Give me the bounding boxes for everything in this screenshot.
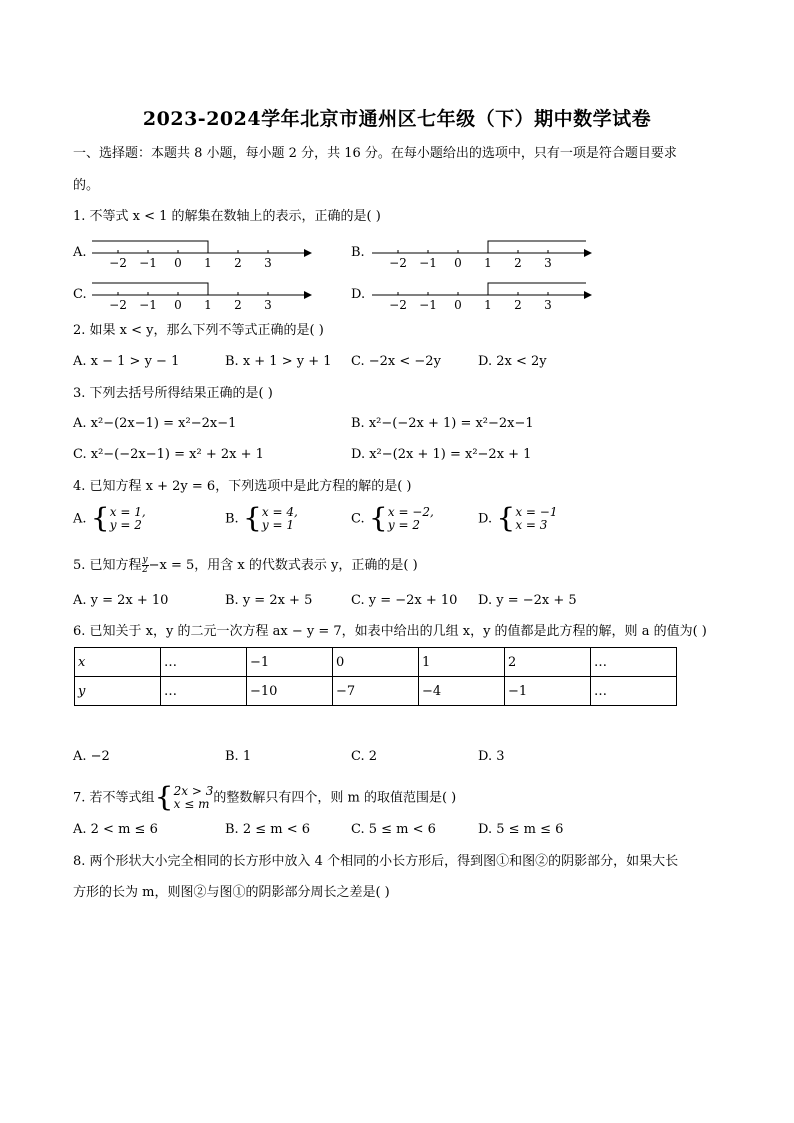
- q3-option-b: B. x²−(−2x + 1) = x²−2x−1: [351, 416, 534, 431]
- q1-option-c-numberline: [88, 278, 313, 314]
- q4-option-b: [225, 504, 298, 534]
- table-row: [75, 648, 677, 677]
- option-label: A.: [73, 511, 87, 527]
- equation-system: [496, 504, 557, 534]
- tick-label: 2: [514, 256, 522, 270]
- q2-option-b: B. x + 1 > y + 1: [225, 354, 332, 369]
- q1-option-d-label: D.: [351, 287, 366, 302]
- tick-label: 2: [234, 298, 242, 312]
- q4-stem: 4. 已知方程 x + 2y = 6，下列选项中是此方程的解的是( ): [73, 479, 412, 494]
- tick-label: 0: [174, 256, 182, 270]
- fraction-numerator: y: [142, 555, 148, 565]
- table-row: [75, 677, 677, 706]
- q3-option-d: D. x²−(2x + 1) = x²−2x + 1: [351, 447, 532, 462]
- q7-option-c: C. 5 ≤ m < 6: [351, 822, 436, 837]
- q7-option-b: B. 2 ≤ m < 6: [225, 822, 311, 837]
- system-row: x ≤ m: [173, 797, 210, 811]
- solution-region: [92, 241, 208, 253]
- fraction: [142, 556, 149, 575]
- table-cell: 2: [505, 648, 591, 677]
- axis-arrow: [584, 249, 592, 257]
- brace-icon: {: [496, 502, 516, 535]
- q5-stem-pre: 5. 已知方程: [73, 558, 142, 573]
- system-row: x = −2,: [387, 505, 434, 519]
- tick-label: 3: [264, 298, 272, 312]
- equation-system: [91, 504, 146, 534]
- tick-label: −1: [419, 298, 437, 312]
- q6-option-b: B. 1: [225, 749, 252, 764]
- section-instructions-line2: 的。: [73, 178, 100, 193]
- tick-label: 2: [234, 256, 242, 270]
- table-cell: …: [161, 677, 247, 706]
- tick-label: −1: [139, 298, 157, 312]
- q1-stem: 1. 不等式 x < 1 的解集在数轴上的表示，正确的是( ): [73, 209, 381, 224]
- brace-icon: {: [368, 502, 388, 535]
- tick-label: 1: [484, 298, 492, 312]
- tick-label: 0: [454, 298, 462, 312]
- q4-option-c: [351, 504, 434, 534]
- tick-label: 3: [264, 256, 272, 270]
- q2-option-d: D. 2x < 2y: [478, 354, 547, 369]
- axis-arrow: [584, 291, 592, 299]
- table-cell: −7: [333, 677, 419, 706]
- tick-label: −2: [389, 256, 407, 270]
- q2-option-c: C. −2x < −2y: [351, 354, 441, 369]
- q6-option-c: C. 2: [351, 749, 378, 764]
- q4-option-d: [478, 504, 557, 534]
- tick-label: −2: [109, 298, 127, 312]
- q1-option-b-numberline: [368, 236, 593, 272]
- tick-label: 3: [544, 256, 552, 270]
- tick-label: 2: [514, 298, 522, 312]
- table-cell: x: [75, 648, 161, 677]
- section-instructions-line1: 一、选择题：本题共 8 小题，每小题 2 分，共 16 分。在每小题给出的选项中，只有一项是符合题目要求: [73, 146, 677, 161]
- q1-option-a-numberline: [88, 236, 313, 272]
- q1-option-c-label: C.: [73, 287, 87, 302]
- axis-arrow: [304, 291, 312, 299]
- system-row: y = 2: [387, 518, 420, 532]
- q7-option-a: A. 2 < m ≤ 6: [73, 822, 158, 837]
- q4-option-a: [73, 504, 146, 534]
- table-cell: y: [75, 677, 161, 706]
- equation-system: [243, 504, 298, 534]
- q5-option-c: C. y = −2x + 10: [351, 593, 458, 608]
- table-cell: −1: [247, 648, 333, 677]
- q2-stem: 2. 如果 x < y，那么下列不等式正确的是( ): [73, 323, 324, 338]
- tick-label: −2: [389, 298, 407, 312]
- solution-region: [488, 241, 586, 253]
- q6-option-a: A. −2: [73, 749, 110, 764]
- q6-stem: 6. 已知关于 x，y 的二元一次方程 ax − y = 7，如表中给出的几组 x，y 的值都是此方程的解，则 a 的值为( ): [73, 624, 707, 639]
- tick-label: 1: [204, 298, 212, 312]
- option-label: B.: [225, 511, 239, 527]
- page-title: 2023-2024学年北京市通州区七年级（下）期中数学试卷: [142, 108, 652, 130]
- table-cell: …: [161, 648, 247, 677]
- system-row: y = 1: [261, 518, 295, 532]
- solution-region: [488, 283, 586, 295]
- q7-stem-pre: 7. 若不等式组: [73, 790, 155, 806]
- option-label: C.: [351, 511, 365, 527]
- tick-label: 1: [484, 256, 492, 270]
- tick-label: −2: [109, 256, 127, 270]
- q1-option-a-label: A.: [73, 245, 87, 260]
- system-row: x = 4,: [261, 505, 298, 519]
- brace-icon: {: [242, 502, 262, 535]
- tick-label: 0: [454, 256, 462, 270]
- option-label: D.: [478, 511, 493, 527]
- q5-option-a: A. y = 2x + 10: [73, 593, 169, 608]
- tick-label: 1: [204, 256, 212, 270]
- q5-option-d: D. y = −2x + 5: [478, 593, 577, 608]
- system-row: x = 3: [515, 518, 548, 532]
- system-row: y = 2: [109, 518, 142, 532]
- system-row: 2x > 3: [173, 784, 214, 798]
- q5-stem: [73, 556, 418, 575]
- q7-option-d: D. 5 ≤ m ≤ 6: [478, 822, 564, 837]
- table-cell: 0: [333, 648, 419, 677]
- brace-icon: {: [154, 781, 174, 814]
- q7-stem: [73, 783, 456, 813]
- table-cell: …: [591, 677, 677, 706]
- tick-label: 0: [174, 298, 182, 312]
- fraction-denominator: 2: [142, 565, 148, 575]
- q1-option-b-label: B.: [351, 245, 365, 260]
- q1-option-d-numberline: [368, 278, 593, 314]
- q8-stem-line1: 8. 两个形状大小完全相同的长方形中放入 4 个相同的小长方形后，得到图①和图②的阴影部分，如果大长: [73, 854, 679, 869]
- axis-arrow: [304, 249, 312, 257]
- tick-label: 3: [544, 298, 552, 312]
- tick-label: −1: [139, 256, 157, 270]
- q3-stem: 3. 下列去括号所得结果正确的是( ): [73, 386, 273, 401]
- q5-option-b: B. y = 2x + 5: [225, 593, 313, 608]
- table-cell: 1: [419, 648, 505, 677]
- system-row: x = −1: [515, 505, 558, 519]
- brace-icon: {: [90, 502, 110, 535]
- q3-option-c: C. x²−(−2x−1) = x² + 2x + 1: [73, 447, 264, 462]
- table-cell: …: [591, 648, 677, 677]
- system-row: x = 1,: [109, 505, 146, 519]
- table-cell: −4: [419, 677, 505, 706]
- inequality-system: [155, 783, 214, 813]
- q6-value-table: [74, 647, 677, 706]
- q8-stem-line2: 方形的长为 m，则图②与图①的阴影部分周长之差是( ): [73, 885, 390, 900]
- q7-stem-post: 的整数解只有四个，则 m 的取值范围是( ): [213, 790, 457, 806]
- table-cell: −1: [505, 677, 591, 706]
- solution-region: [92, 283, 208, 295]
- table-cell: −10: [247, 677, 333, 706]
- q6-option-d: D. 3: [478, 749, 505, 764]
- q5-stem-post: −x = 5，用含 x 的代数式表示 y，正确的是( ): [148, 558, 418, 573]
- q2-option-a: A. x − 1 > y − 1: [73, 354, 180, 369]
- q3-option-a: A. x²−(2x−1) = x²−2x−1: [73, 416, 237, 431]
- equation-system: [369, 504, 434, 534]
- tick-label: −1: [419, 256, 437, 270]
